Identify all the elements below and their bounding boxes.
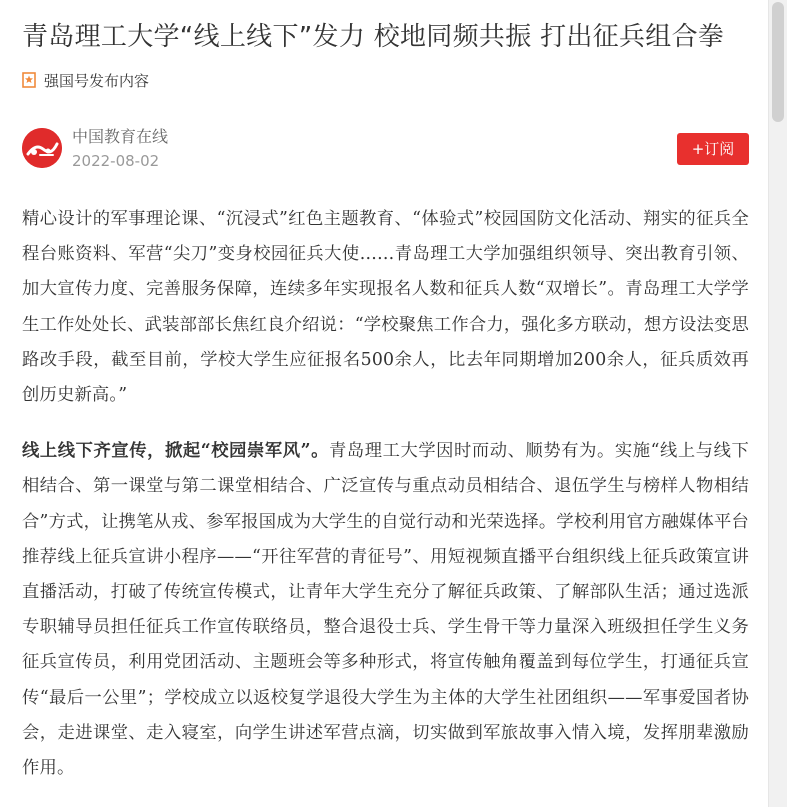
paragraph-2-body: 青岛理工大学因时而动、顺势有为。实施“线上与线下相结合、第一课堂与第二课堂相结合、广泛宣传与重点动员相结合、退伍学生与榜样人物相结合”方式，让携笔从戎、参军报国成为大学生的自觉行动和光荣选择。学校利用官方融媒体平台推荐线上征兵宣讲小程序——“开往军营的青征号”、用短视频直播平台组织线上征兵政策宣讲直播活动，打破了传统宣传模式，让青年大学生充分了解征兵政策、了解部队生活；通过选派专职辅导员担任征兵工作宣传联络员，整合退役士兵、学生骨干等力量深入班级担任学生义务征兵宣传员，利用党团活动、主题班会等多种形式，将宣传触角覆盖到每位学生，打通征兵宣传“最后一公里”；学校成立以返校复学退役大学生为主体的大学生社团组织——军事爱国者协会，走进课堂、走入寝室，向学生讲述军营点滴，切实做到军旅故事入情入境，发挥朋辈激励作用。 (22, 441, 749, 779)
source-tag-label: 强国号发布内容 (44, 71, 150, 90)
paragraph-2 (22, 434, 749, 786)
vertical-scrollbar[interactable] (768, 0, 787, 807)
subscribe-button[interactable]: +订阅 (677, 133, 749, 165)
paragraph-2-lead: 线上线下齐宣传，掀起“校园崇军风”。 (22, 441, 329, 462)
article-title: 青岛理工大学“线上线下”发力 校地同频共振 打出征兵组合拳 (22, 22, 725, 52)
source-tag (22, 68, 149, 92)
scrollbar-thumb[interactable] (772, 2, 784, 122)
article-body (22, 202, 749, 786)
author-name[interactable]: 中国教育在线 (72, 127, 169, 146)
bookmark-star-icon (22, 72, 36, 88)
media-logo-icon (22, 128, 62, 168)
publish-date: 2022-08-02 (72, 152, 160, 170)
author-row (22, 126, 749, 172)
paragraph-1: 精心设计的军事理论课、“沉浸式”红色主题教育、“体验式”校园国防文化活动、翔实的征兵全程台账资料、军营“尖刀”变身校园征兵大使……青岛理工大学加强组织领导、突出教育引领、加大宣传力度、完善服务保障，连续多年实现报名人数和征兵人数“双增长”。青岛理工大学学生工作处处长、武装部部长焦红良介绍说：“学校聚焦工作合力，强化多方联动，想方设法变思路改手段，截至目前，学校大学生应征报名500余人，比去年同期增加200余人，征兵质效再创历史新高。” (22, 209, 749, 406)
author-avatar[interactable] (22, 128, 62, 168)
